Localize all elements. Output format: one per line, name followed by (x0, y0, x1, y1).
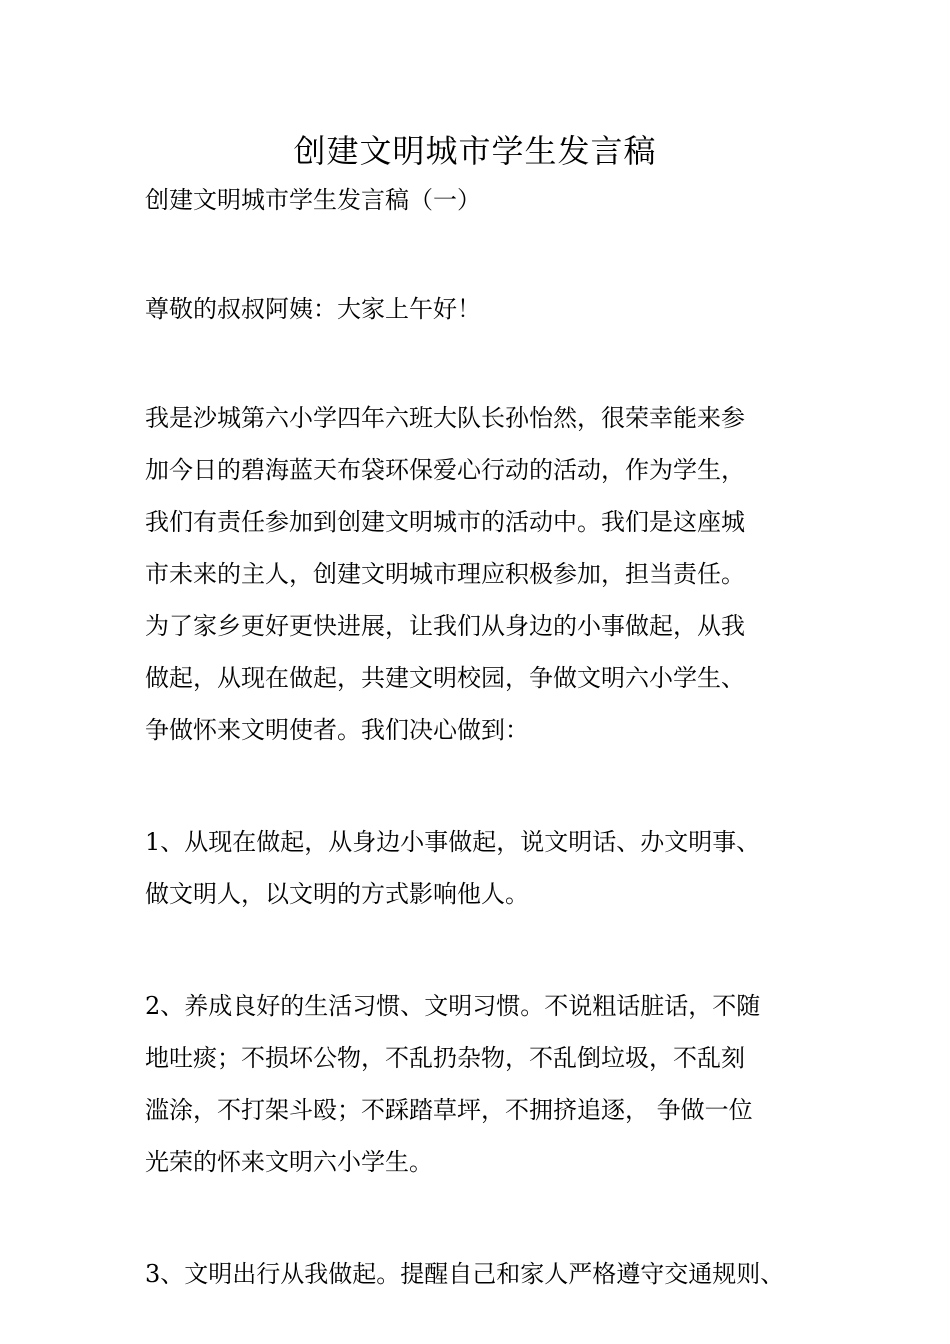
intro-line: 我是沙城第六小学四年六班大队长孙怡然，很荣幸能来参 (145, 404, 745, 432)
document-body (145, 180, 825, 1306)
paragraph-gap (145, 926, 825, 986)
item2-line: 2、养成良好的生活习惯、文明习惯。不说粗话脏话，不随 (145, 992, 761, 1020)
item3-paragraph (145, 1254, 825, 1306)
item3-line: 3、文明出行从我做起。提醒自己和家人严格遵守交通规则、 (145, 1260, 785, 1288)
subtitle-paragraph (145, 180, 825, 232)
item2-line: 滥涂，不打架斗殴；不踩踏草坪，不拥挤追逐， 争做一位 (145, 1096, 753, 1124)
subtitle-line: 创建文明城市学生发言稿（一） (145, 186, 481, 214)
intro-line: 争做怀来文明使者。我们决心做到： (145, 716, 529, 744)
intro-line: 为了家乡更好更快进展，让我们从身边的小事做起，从我 (145, 612, 745, 640)
document-title: 创建文明城市学生发言稿 (293, 132, 657, 170)
paragraph-gap (145, 1194, 825, 1254)
intro-line: 市未来的主人，创建文明城市理应积极参加，担当责任。 (145, 560, 745, 588)
item2-line: 地吐痰；不损坏公物，不乱扔杂物，不乱倒垃圾，不乱刻 (145, 1044, 745, 1072)
paragraph-gap (145, 762, 825, 822)
greeting-line: 尊敬的叔叔阿姨：大家上午好！ (145, 295, 481, 323)
item2-paragraph (145, 986, 825, 1194)
intro-line: 加今日的碧海蓝天布袋环保爱心行动的活动，作为学生， (145, 456, 745, 484)
paragraph-gap (145, 232, 825, 289)
item1-paragraph (145, 822, 825, 926)
intro-line: 我们有责任参加到创建文明城市的活动中。我们是这座城 (145, 508, 745, 536)
intro-paragraph (145, 398, 825, 762)
item2-line: 光荣的怀来文明六小学生。 (145, 1148, 433, 1176)
paragraph-gap (145, 341, 825, 398)
intro-line: 做起，从现在做起，共建文明校园，争做文明六小学生、 (145, 664, 745, 692)
greeting-paragraph (145, 289, 825, 341)
item1-line: 做文明人，以文明的方式影响他人。 (145, 880, 529, 908)
item1-line: 1、从现在做起，从身边小事做起，说文明话、办文明事、 (145, 828, 761, 856)
